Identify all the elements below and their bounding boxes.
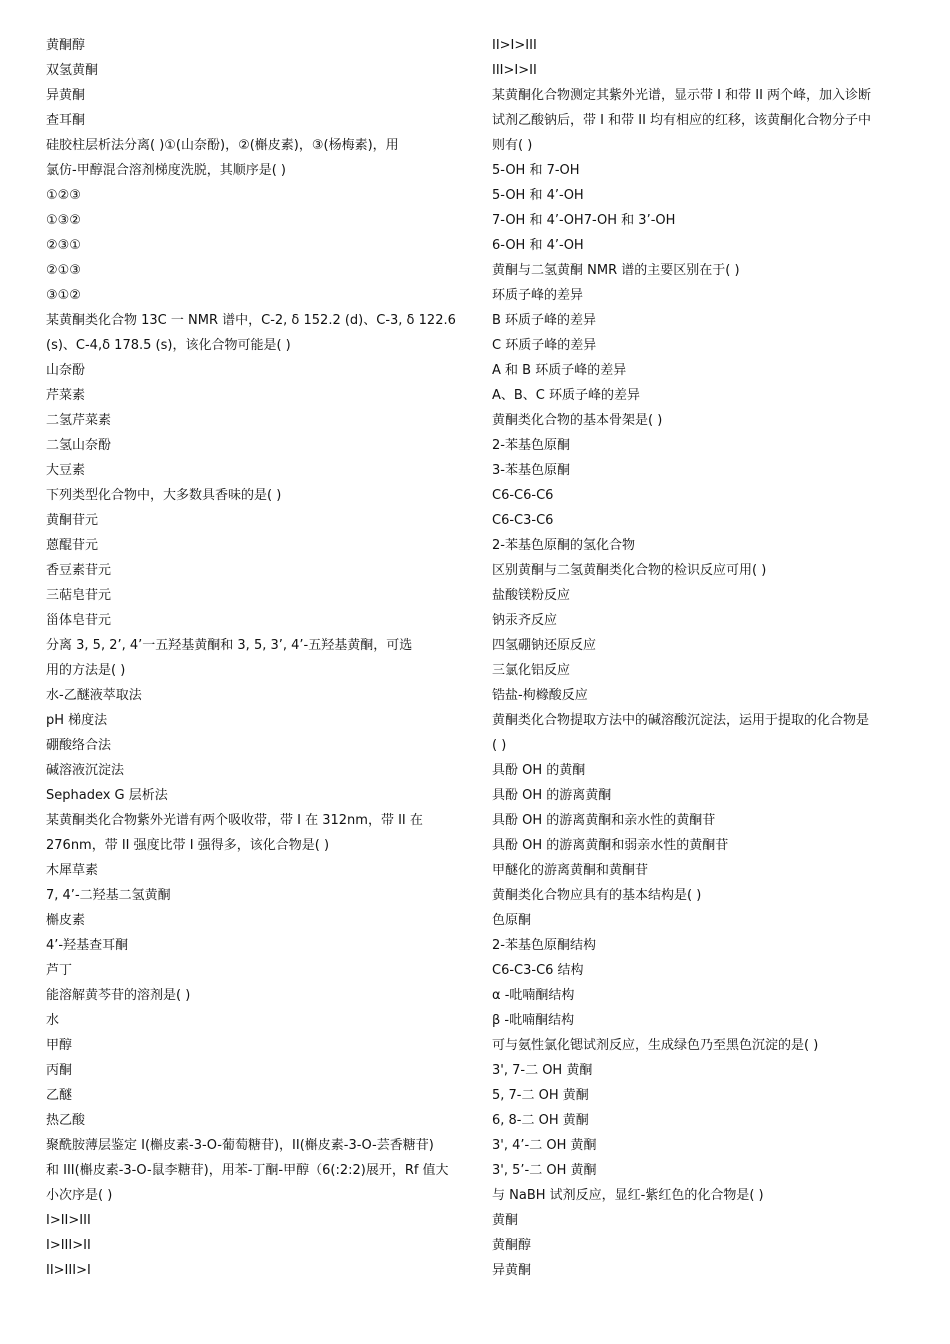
text-line: 具酚 OH 的游离黄酮	[492, 788, 612, 803]
text-line: 碱溶液沉淀法	[46, 763, 125, 778]
text-line: 3', 5’-二 OH 黄酮	[492, 1163, 597, 1178]
text-line: ②③①	[46, 238, 81, 253]
text-line: 黄酮类化合物提取方法中的碱溶酸沉淀法，运用于提取的化合物是	[492, 713, 870, 728]
text-line: ③①②	[46, 288, 81, 303]
text-line: 3', 4’-二 OH 黄酮	[492, 1138, 597, 1153]
text-line: 黄酮醇	[492, 1238, 532, 1253]
text-line: 2-苯基色原酮结构	[492, 938, 596, 953]
text-line: 能溶解黄芩苷的溶剂是( )	[46, 988, 191, 1003]
text-line: 四氢硼钠还原反应	[492, 638, 597, 653]
text-line: I>III>II	[46, 1238, 91, 1253]
text-line: 用的方法是( )	[46, 663, 126, 678]
text-line: 查耳酮	[46, 113, 86, 128]
text-line: α -吡喃酮结构	[492, 988, 575, 1003]
text-line: 大豆素	[46, 463, 86, 478]
text-line: 山奈酚	[46, 363, 86, 378]
text-line: III>I>II	[492, 63, 537, 78]
text-line: 和 III(槲皮素-3-O-鼠李糖苷)，用苯-丁酮-甲醇（6(:2:2)展开，Rf 值大	[46, 1163, 449, 1178]
text-line: 下列类型化合物中，大多数具香味的是( )	[46, 488, 282, 503]
text-line: 3', 7-二 OH 黄酮	[492, 1063, 593, 1078]
text-line: β -吡喃酮结构	[492, 1013, 575, 1028]
text-line: C6-C3-C6	[492, 513, 554, 528]
text-line: A 和 B 环质子峰的差异	[492, 363, 627, 378]
text-line: 异黄酮	[492, 1263, 532, 1278]
text-line: 某黄酮类化合物 13C 一 NMR 谱中，C-2, δ 152.2 (d)、C-3, δ 122.6	[46, 313, 456, 328]
text-line: 甲醚化的游离黄酮和黄酮苷	[492, 863, 649, 878]
text-line: 丙酮	[46, 1063, 73, 1078]
text-line: C 环质子峰的差异	[492, 338, 597, 353]
text-line: II>III>I	[46, 1263, 91, 1278]
text-line: 二氢山奈酚	[46, 438, 112, 453]
text-line: 蒽醌苷元	[46, 538, 99, 553]
text-line: 具酚 OH 的游离黄酮和亲水性的黄酮苷	[492, 813, 716, 828]
text-line: 276nm，带 II 强度比带 I 强得多，该化合物是( )	[46, 838, 330, 853]
text-line: 二氢芹菜素	[46, 413, 112, 428]
text-line: 黄酮苷元	[46, 513, 99, 528]
text-line: 聚酰胺薄层鉴定 I(槲皮素-3-O-葡萄糖苷)，II(槲皮素-3-O-芸香糖苷)	[46, 1138, 434, 1153]
text-line: 氯仿-甲醇混合溶剂梯度洗脱，其顺序是( )	[46, 163, 286, 178]
text-line: II>I>III	[492, 38, 537, 53]
text-line: ( )	[492, 738, 507, 753]
text-line: 双氢黄酮	[46, 63, 99, 78]
text-line: 与 NaBH 试剂反应，显红-紫红色的化合物是( )	[492, 1188, 764, 1203]
text-line: 黄酮醇	[46, 38, 86, 53]
text-line: 异黄酮	[46, 88, 86, 103]
text-line: 槲皮素	[46, 913, 86, 928]
text-line: 2-苯基色原酮的氢化合物	[492, 538, 635, 553]
text-line: 三氯化铝反应	[492, 663, 571, 678]
text-line: C6-C3-C6 结构	[492, 963, 584, 978]
text-line: 7, 4’-二羟基二氢黄酮	[46, 888, 171, 903]
text-line: C6-C6-C6	[492, 488, 554, 503]
text-line: A、B、C 环质子峰的差异	[492, 388, 641, 403]
text-line: 某黄酮化合物测定其紫外光谱，显示带 I 和带 II 两个峰，加入诊断	[492, 88, 872, 103]
text-line: 水-乙醚液萃取法	[46, 688, 142, 703]
text-line: 6, 8-二 OH 黄酮	[492, 1113, 589, 1128]
left-column	[46, 33, 460, 1283]
text-line: 试剂乙酸钠后，带 I 和带 II 均有相应的红移，该黄酮化合物分子中	[492, 113, 872, 128]
text-line: 5, 7-二 OH 黄酮	[492, 1088, 589, 1103]
text-line: 木犀草素	[46, 863, 99, 878]
text-line: 锆盐-枸橼酸反应	[492, 688, 588, 703]
text-line: I>II>III	[46, 1213, 91, 1228]
text-line: 具酚 OH 的游离黄酮和弱亲水性的黄酮苷	[492, 838, 729, 853]
text-line: 乙醚	[46, 1088, 73, 1103]
text-line: ①③②	[46, 213, 81, 228]
text-line: 热乙酸	[46, 1113, 86, 1128]
text-line: 色原酮	[492, 913, 532, 928]
text-line: 4’-羟基查耳酮	[46, 938, 129, 953]
text-line: 某黄酮类化合物紫外光谱有两个吸收带，带 I 在 312nm，带 II 在	[46, 813, 423, 828]
text-line: 水	[46, 1013, 60, 1028]
text-line: 7-OH 和 4’-OH7-OH 和 3’-OH	[492, 213, 676, 228]
text-line: 香豆素苷元	[46, 563, 112, 578]
text-line: 三萜皂苷元	[46, 588, 112, 603]
text-line: B 环质子峰的差异	[492, 313, 597, 328]
text-line: 6-OH 和 4’-OH	[492, 238, 584, 253]
text-line: 可与氨性氯化锶试剂反应，生成绿色乃至黑色沉淀的是( )	[492, 1038, 819, 1053]
text-line: 则有( )	[492, 138, 533, 153]
text-line: 芹菜素	[46, 388, 86, 403]
text-line: 具酚 OH 的黄酮	[492, 763, 586, 778]
text-line: 甲醇	[46, 1038, 73, 1053]
text-line: 环质子峰的差异	[492, 288, 584, 303]
text-line: 钠汞齐反应	[492, 613, 558, 628]
text-line: 盐酸镁粉反应	[492, 588, 571, 603]
text-line: (s)、C-4,δ 178.5 (s)，该化合物可能是( )	[46, 338, 291, 353]
text-line: 小次序是( )	[46, 1188, 113, 1203]
text-line: 黄酮类化合物的基本骨架是( )	[492, 413, 663, 428]
text-line: 硼酸络合法	[46, 738, 112, 753]
text-line: 黄酮与二氢黄酮 NMR 谱的主要区别在于( )	[492, 263, 740, 278]
text-line: 3-苯基色原酮	[492, 463, 570, 478]
text-line: ②①③	[46, 263, 81, 278]
text-line: 黄酮类化合物应具有的基本结构是( )	[492, 888, 702, 903]
text-line: 芦丁	[46, 963, 73, 978]
text-line: 2-苯基色原酮	[492, 438, 570, 453]
text-line: 分离 3, 5, 2’, 4’一五羟基黄酮和 3, 5, 3’, 4’-五羟基黄酮，可选	[46, 638, 413, 653]
text-line: 5-OH 和 7-OH	[492, 163, 580, 178]
right-column	[492, 33, 906, 1283]
text-line: Sephadex G 层析法	[46, 788, 168, 803]
text-line: 甾体皂苷元	[46, 613, 112, 628]
text-line: 区别黄酮与二氢黄酮类化合物的检识反应可用( )	[492, 563, 767, 578]
text-line: ①②③	[46, 188, 81, 203]
text-line: 硅胶柱层析法分离( )①(山奈酚)，②(槲皮素)，③(杨梅素)，用	[46, 138, 399, 153]
text-line: 黄酮	[492, 1213, 519, 1228]
text-line: 5-OH 和 4’-OH	[492, 188, 584, 203]
text-line: pH 梯度法	[46, 713, 108, 728]
